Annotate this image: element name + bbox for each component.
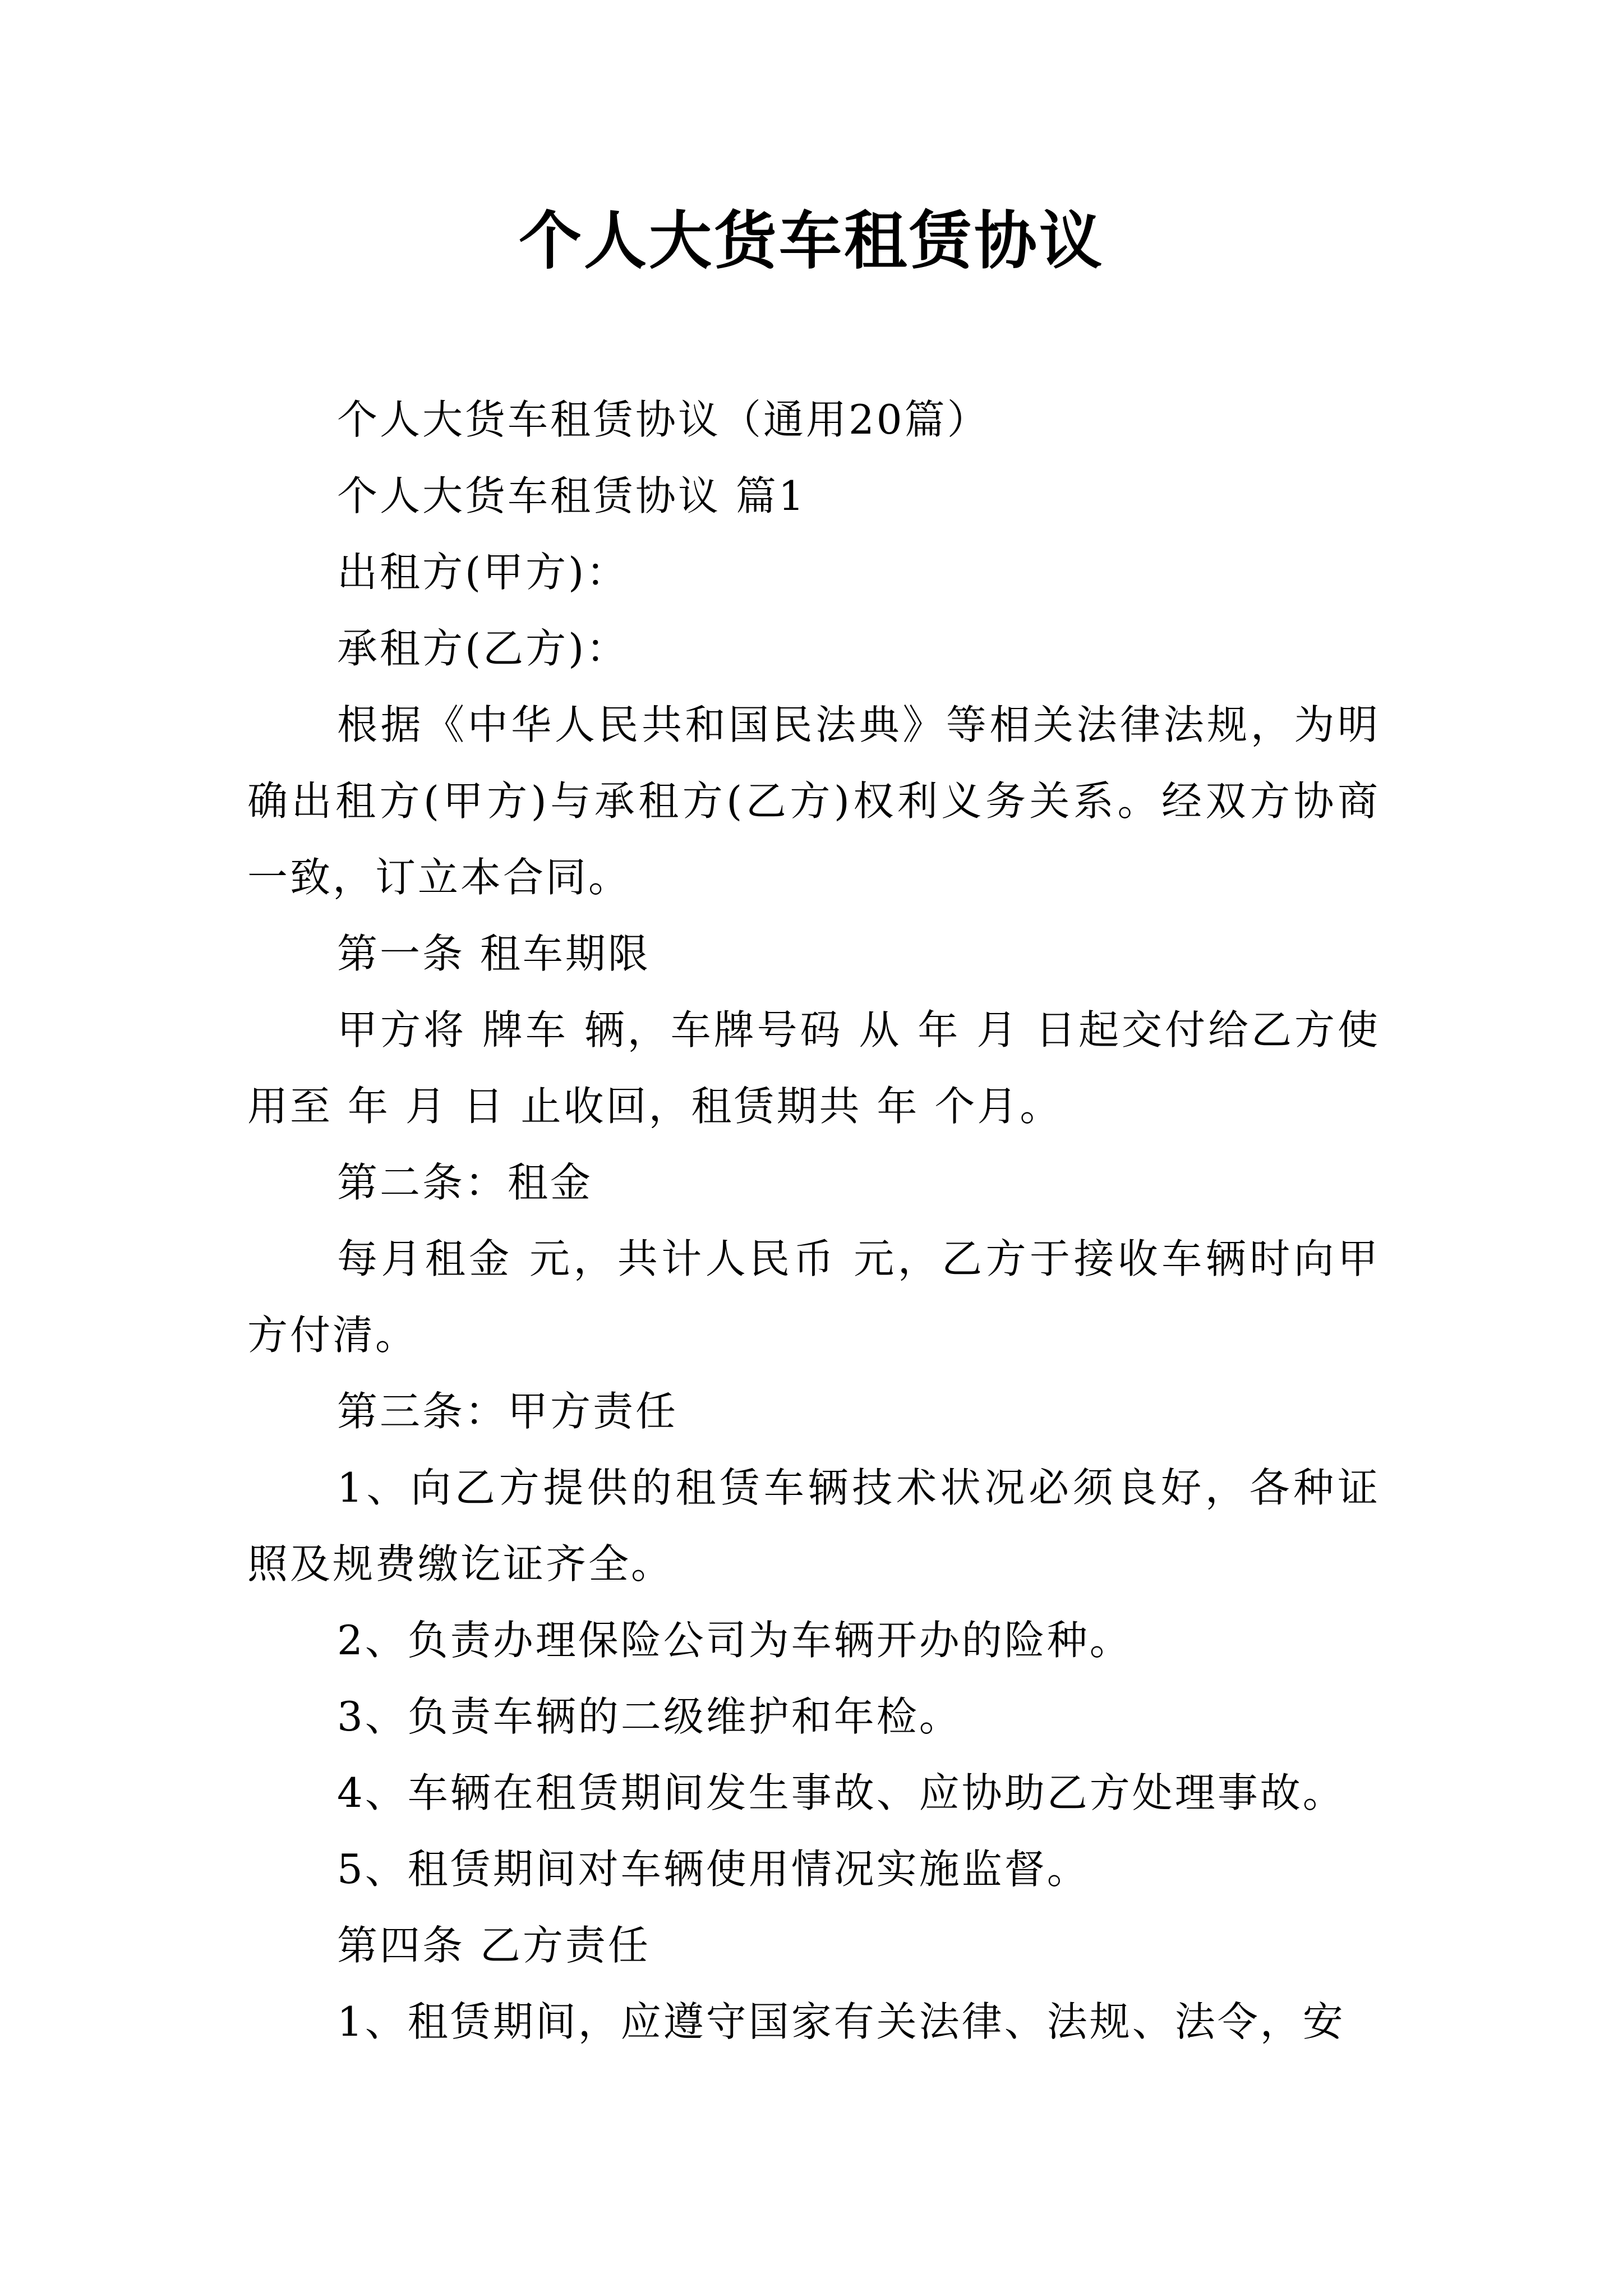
paragraph-clause-3-heading: 第三条：甲方责任 <box>337 1388 679 1435</box>
paragraph-clause-2-heading: 第二条：租金 <box>337 1159 593 1206</box>
paragraph-clause-1-text: 甲方将 牌车 辆，车牌号码 从 年 月 日起交付给乙方使用至 年 月 日 止收回，租赁期共 年 个月。 <box>247 1006 1380 1130</box>
paragraph-clause-4-item-1: 1、租赁期间，应遵守国家有关法律、法规、法令，安 <box>337 1998 1345 2045</box>
paragraph-clause-2-text: 每月租金 元，共计人民币 元，乙方于接收车辆时向甲方付清。 <box>247 1235 1380 1359</box>
paragraph-clause-1-heading: 第一条 租车期限 <box>337 930 651 977</box>
paragraph-lessor: 出租方(甲方)： <box>337 549 629 596</box>
paragraph-clause-4-heading: 第四条 乙方责任 <box>337 1922 651 1969</box>
paragraph-clause-3-item-2: 2、负责办理保险公司为车辆开办的险种。 <box>337 1617 1132 1664</box>
paragraph-clause-3-item-1: 1、向乙方提供的租赁车辆技术状况必须良好，各种证照及规费缴讫证齐全。 <box>247 1464 1380 1588</box>
paragraph-preamble: 根据《中华人民共和国民法典》等相关法律法规，为明确出租方(甲方)与承租方(乙方)权利义务关系。经双方协商一致，订立本合同。 <box>247 701 1380 901</box>
document-body <box>247 381 1380 2060</box>
paragraph-clause-3-item-3: 3、负责车辆的二级维护和年检。 <box>337 1693 962 1740</box>
paragraph-clause-3-item-4: 4、车辆在租赁期间发生事故、应协助乙方处理事故。 <box>337 1769 1345 1816</box>
paragraph-subtitle: 个人大货车租赁协议（通用20篇） <box>337 396 990 443</box>
paragraph-clause-3-item-5: 5、租赁期间对车辆使用情况实施监督。 <box>337 1846 1090 1893</box>
paragraph-article-heading: 个人大货车租赁协议 篇1 <box>337 472 806 519</box>
document-title: 个人大货车租赁协议 <box>519 204 1104 278</box>
paragraph-lessee: 承租方(乙方)： <box>337 625 629 672</box>
